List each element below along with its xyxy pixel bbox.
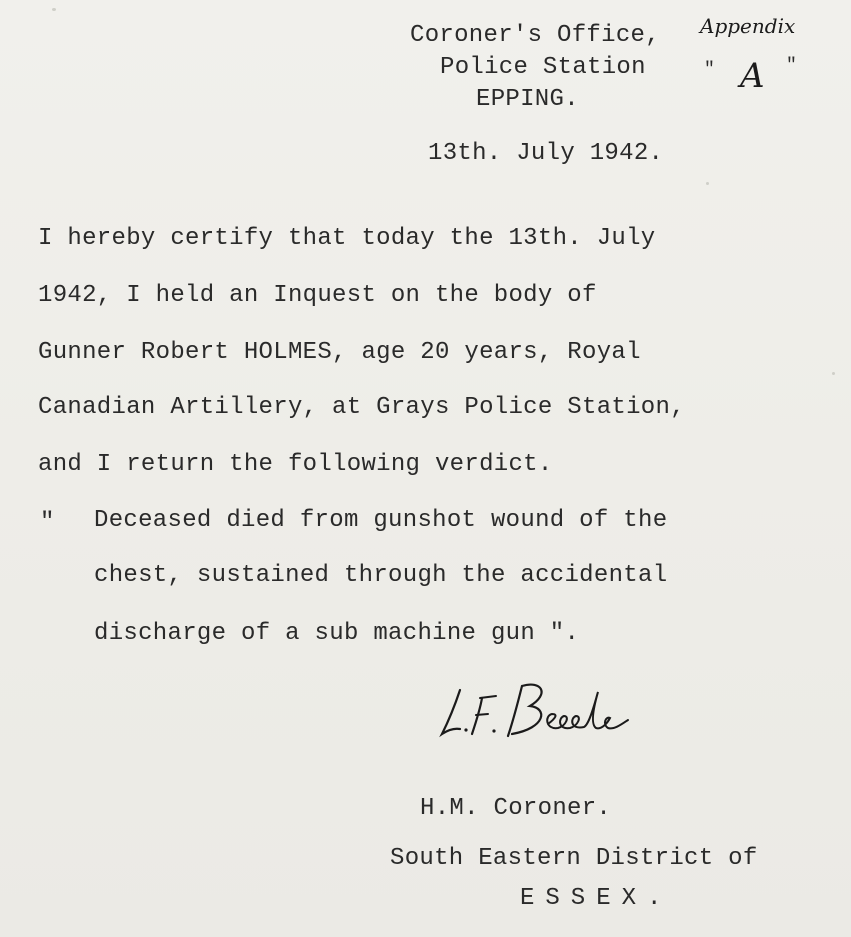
handwritten-signature (430, 678, 670, 748)
header-office: Coroner's Office, (410, 22, 660, 49)
body-line: I hereby certify that today the 13th. July (38, 225, 656, 252)
appendix-letter: A (740, 56, 765, 96)
document-date: 13th. July 1942. (428, 140, 664, 167)
paper-speck (832, 372, 835, 375)
verdict-line: chest, sustained through the accidental (94, 562, 668, 589)
paper-speck (52, 8, 56, 11)
verdict-open-quote: " (40, 509, 55, 536)
header-station: Police Station (440, 54, 646, 81)
verdict-line: discharge of a sub machine gun ". (94, 620, 580, 647)
appendix-close-quote: " (786, 56, 798, 76)
verdict-line: Deceased died from gunshot wound of the (94, 507, 668, 534)
appendix-annotation: Appendix (700, 14, 796, 38)
body-line: and I return the following verdict. (38, 451, 553, 478)
body-line: 1942, I held an Inquest on the body of (38, 282, 597, 309)
appendix-open-quote: " (704, 60, 716, 80)
body-line: Canadian Artillery, at Grays Police Station, (38, 394, 685, 421)
coroner-county: ESSEX. (520, 885, 673, 912)
header-town: EPPING. (476, 86, 579, 113)
paper-speck (706, 182, 709, 185)
coroner-title: H.M. Coroner. (420, 795, 612, 822)
body-line: Gunner Robert HOLMES, age 20 years, Royal (38, 339, 641, 366)
coroner-district: South Eastern District of (390, 845, 758, 872)
